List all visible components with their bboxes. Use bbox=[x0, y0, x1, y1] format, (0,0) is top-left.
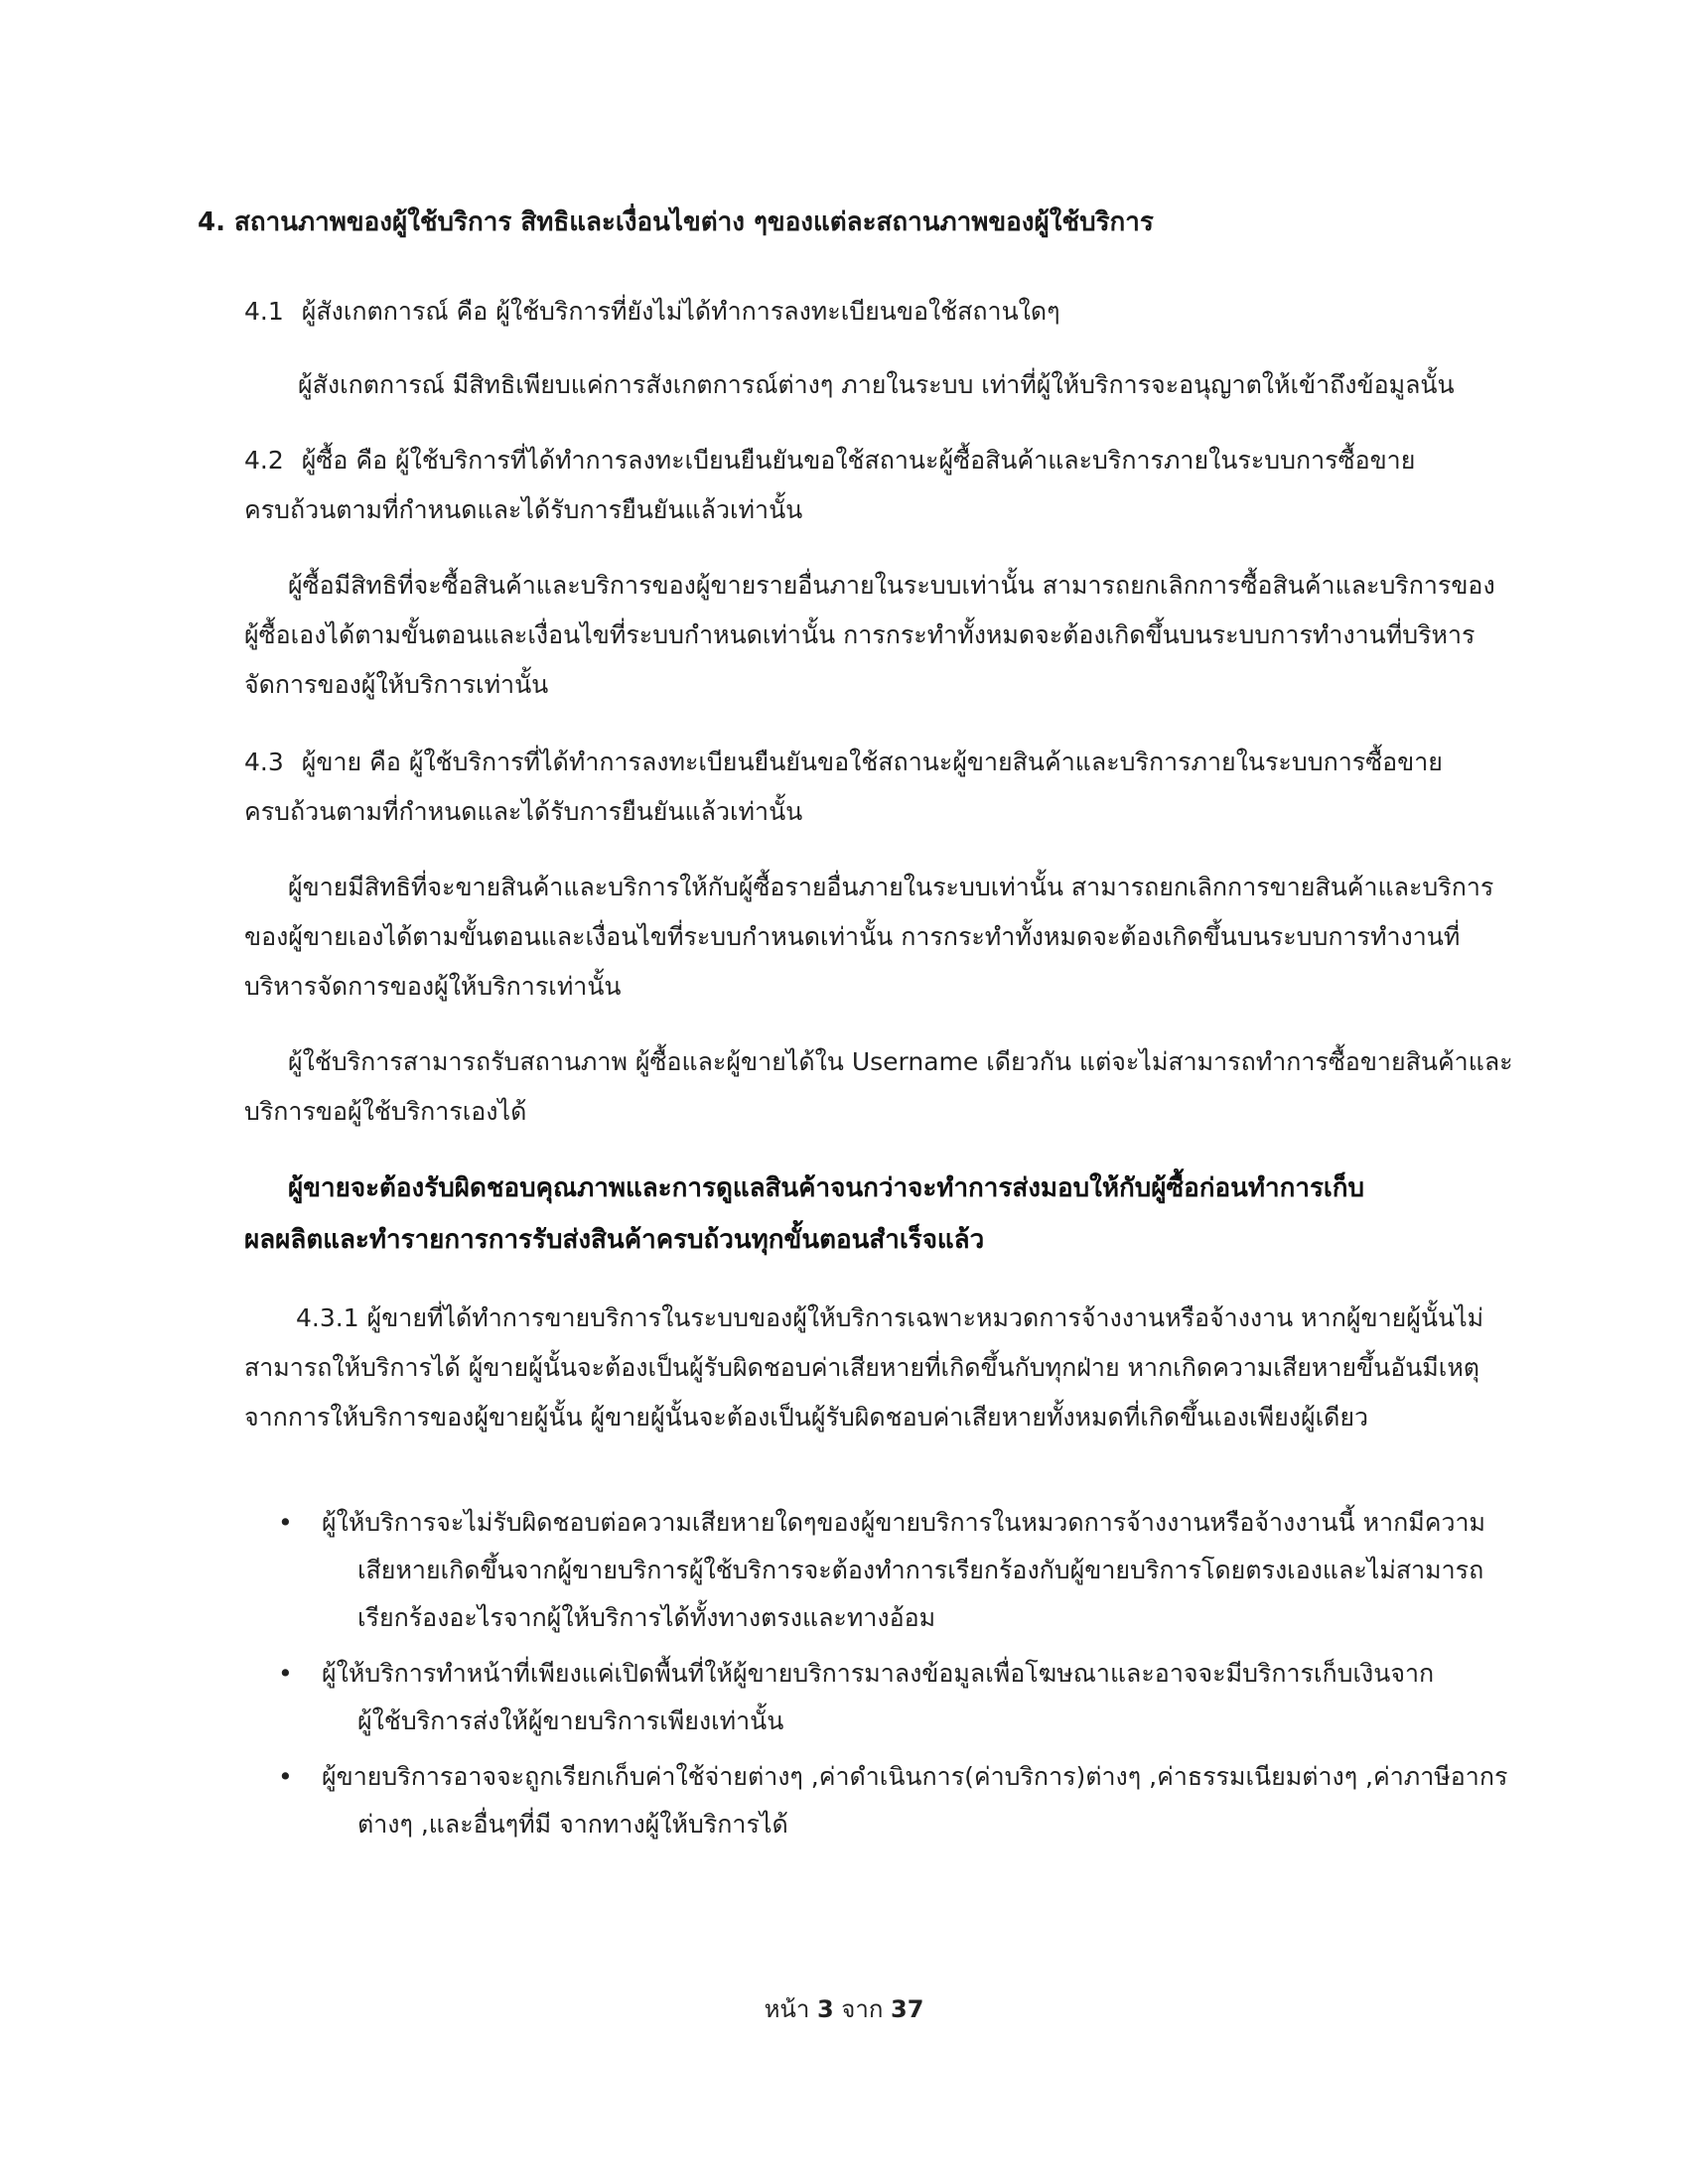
item-4-2-continuation: ครบถ้วนตามที่กำหนดและได้รับการยืนยันแล้วเท่านั้น bbox=[244, 495, 803, 524]
item-4-1 bbox=[244, 288, 1535, 336]
page-total: 37 bbox=[891, 1995, 924, 2023]
of-word: จาก bbox=[841, 1995, 884, 2023]
bullet-icon: • bbox=[278, 1659, 293, 1688]
seller-responsibility-line-1: ผู้ขายจะต้องรับผิดชอบคุณภาพและการดูแลสินค้าจนกว่าจะทำการส่งมอบให้กับผู้ซื้อก่อนทำการเก็บ bbox=[288, 1173, 1365, 1203]
item-text: ผู้ซื้อ คือ ผู้ใช้บริการที่ได้ทำการลงทะเบียนยืนยันขอใช้สถานะผู้ซื้อสินค้าและบริการภายในระบบการซื้อขาย bbox=[301, 446, 1416, 475]
item-4-1-description: ผู้สังเกตการณ์ มีสิทธิเพียบแค่การสังเกตการณ์ต่างๆ ภายในระบบ เท่าที่ผู้ให้บริการจะอนุญาตให้เข้าถึงข้อมูลนั้น bbox=[298, 370, 1455, 399]
disclaimer-list bbox=[276, 1499, 1508, 1856]
bullet-line: เรียกร้องอะไรจากผู้ให้บริการได้ทั้งทางตรงและทางอ้อม bbox=[357, 1603, 936, 1632]
item-4-3-1-line-1: 4.3.1 ผู้ขายที่ได้ทำการขายบริการในระบบของผู้ให้บริการเฉพาะหมวดการจ้างงานหรือจ้างงาน หากผู้ขายผู้นั้นไม่ bbox=[296, 1303, 1484, 1332]
item-4-3-1-line-3: จากการให้บริการของผู้ขายผู้นั้น ผู้ขายผู้นั้นจะต้องเป็นผู้รับผิดชอบค่าเสียหายทั้งหมดที่เกิดขึ้นเองเพียงผู้เดียว bbox=[244, 1403, 1369, 1432]
list-item bbox=[276, 1499, 1487, 1642]
dual-status-note-line-1: ผู้ใช้บริการสามารถรับสถานภาพ ผู้ซื้อและผู้ขายได้ใน Username เดียวกัน แต่จะไม่สามารถทำการซื้อขายสินค้าและ bbox=[288, 1047, 1513, 1076]
list-item bbox=[276, 1650, 1487, 1745]
buyer-rights-line-1: ผู้ซื้อมีสิทธิที่จะซื้อสินค้าและบริการของผู้ขายรายอื่นภายในระบบเท่านั้น สามารถยกเลิกการซื้อสินค้าและบริการของ bbox=[288, 571, 1495, 600]
item-text: ผู้สังเกตการณ์ คือ ผู้ใช้บริการที่ยังไม่ได้ทำการลงทะเบียนขอใช้สถานใดๆ bbox=[301, 297, 1060, 326]
bullet-line: ต่างๆ ,และอื่นๆที่มี จากทางผู้ให้บริการได้ bbox=[357, 1810, 788, 1839]
item-number: 4.1 bbox=[244, 297, 284, 326]
item-number: 4.2 bbox=[244, 446, 284, 475]
bullet-line: ผู้ให้บริการจะไม่รับผิดชอบต่อความเสียหายใดๆของผู้ขายบริการในหมวดการจ้างงานหรือจ้างงานนี้ หากมีความ bbox=[322, 1508, 1486, 1537]
list-item bbox=[276, 1753, 1508, 1848]
dual-status-note-line-2: บริการขอผู้ใช้บริการเองได้ bbox=[244, 1097, 527, 1126]
bullet-line: ผู้ขายบริการอาจจะถูกเรียกเก็บค่าใช้จ่ายต่างๆ ,ค่าดำเนินการ(ค่าบริการ)ต่างๆ ,ค่าธรรมเนียมต่างๆ ,ค่าภาษีอากร bbox=[322, 1762, 1508, 1791]
item-4-3-1-line-2: สามารถให้บริการได้ ผู้ขายผู้นั้นจะต้องเป็นผู้รับผิดชอบค่าเสียหายที่เกิดขึ้นกับทุกฝ่าย หากเกิดความเสียหายขึ้นอันมีเหตุ bbox=[244, 1353, 1480, 1382]
item-4-3-continuation: ครบถ้วนตามที่กำหนดและได้รับการยืนยันแล้วเท่านั้น bbox=[244, 797, 803, 826]
bullet-line: ผู้ใช้บริการส่งให้ผู้ขายบริการเพียงเท่านั้น bbox=[357, 1706, 784, 1735]
seller-rights-line-3: บริหารจัดการของผู้ให้บริการเท่านั้น bbox=[244, 972, 622, 1001]
item-4-3 bbox=[244, 739, 1535, 786]
bullet-line: เสียหายเกิดขึ้นจากผู้ขายบริการผู้ใช้บริการจะต้องทำการเรียกร้องกับผู้ขายบริการโดยตรงเองและไม่สามารถ bbox=[357, 1556, 1484, 1584]
page-number: 3 bbox=[816, 1995, 834, 2023]
section-heading: 4. สถานภาพของผู้ใช้บริการ สิทธิและเงื่อนไขต่าง ๆของแต่ละสถานภาพของผู้ใช้บริการ bbox=[198, 207, 1154, 237]
item-4-2 bbox=[244, 437, 1535, 484]
page-footer bbox=[0, 1989, 1688, 2029]
seller-rights-line-2: ของผู้ขายเองได้ตามขั้นตอนและเงื่อนไขที่ระบบกำหนดเท่านั้น การกระทำทั้งหมดจะต้องเกิดขึ้นบนระบบการทำงานที่ bbox=[244, 922, 1461, 951]
bullet-icon: • bbox=[278, 1762, 293, 1791]
buyer-rights-line-3: จัดการของผู้ให้บริการเท่านั้น bbox=[244, 670, 549, 699]
seller-responsibility-line-2: ผลผลิตและทำรายการการรับส่งสินค้าครบถ้วนทุกขั้นตอนสำเร็จแล้ว bbox=[244, 1225, 985, 1255]
item-text: ผู้ขาย คือ ผู้ใช้บริการที่ได้ทำการลงทะเบียนยืนยันขอใช้สถานะผู้ขายสินค้าและบริการภายในระบบการซื้อขาย bbox=[301, 748, 1443, 776]
bullet-line: ผู้ให้บริการทำหน้าที่เพียงแค่เปิดพื้นที่ให้ผู้ขายบริการมาลงข้อมูลเพื่อโฆษณาและอาจจะมีบริการเก็บเงินจาก bbox=[322, 1659, 1435, 1688]
item-number: 4.3 bbox=[244, 748, 284, 776]
buyer-rights-line-2: ผู้ซื้อเองได้ตามขั้นตอนและเงื่อนไขที่ระบบกำหนดเท่านั้น การกระทำทั้งหมดจะต้องเกิดขึ้นบนระบบการทำงานที่บริหาร bbox=[244, 620, 1476, 649]
seller-rights-line-1: ผู้ขายมีสิทธิที่จะขายสินค้าและบริการให้กับผู้ซื้อรายอื่นภายในระบบเท่านั้น สามารถยกเลิกการขายสินค้าและบริการ bbox=[288, 873, 1494, 901]
page-word: หน้า bbox=[764, 1995, 810, 2023]
bullet-icon: • bbox=[278, 1508, 293, 1537]
